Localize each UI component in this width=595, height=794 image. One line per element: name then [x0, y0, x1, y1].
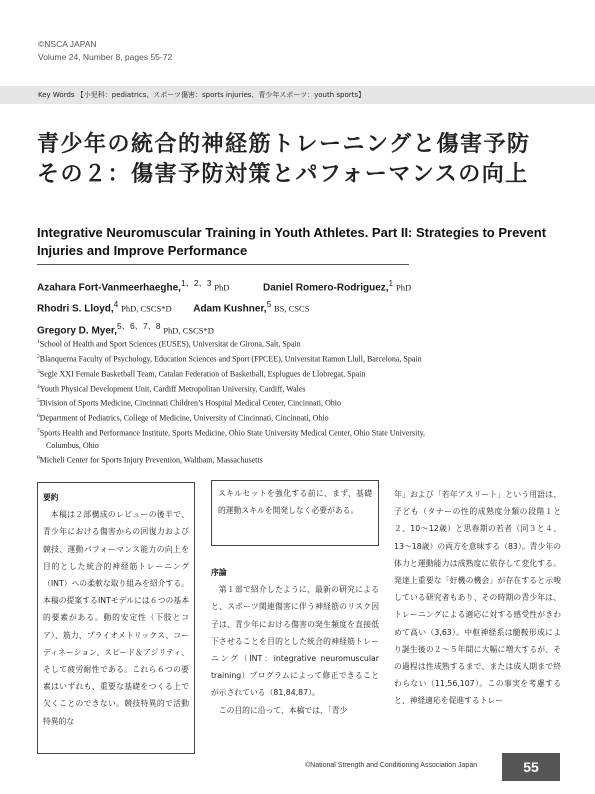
affiliation-item: [37, 425, 562, 440]
affiliation-text: Division of Sports Medicine, Cincinnati Children’s Hospital Medical Center, Cincinnati, Ohio: [39, 399, 341, 409]
author-name: Gregory D. Myer,: [37, 324, 118, 336]
abstract-continuation-box: [211, 480, 379, 546]
author-list: [37, 275, 562, 339]
intro-paragraph-1: 第１部で紹介したように、最新の研究によると、スポーツ関連傷害に伴う神経筋のリスク因子は、青少年における傷害の発生頻度を直接低下させることを目的とした統合的神経筋トレーニング（INT：integrative neuromuscular training）プログラムによって修正できることが示されている（81,84,87）。: [211, 585, 379, 698]
affiliation-item: [37, 336, 562, 351]
author-affil-sup: 5、6、7、8: [117, 320, 161, 331]
affiliation-item: [37, 381, 562, 396]
affiliation-continuation: Columbus, Ohio: [46, 441, 99, 451]
affiliation-list: [37, 336, 562, 467]
affiliation-text: Youth Physical Development Unit, Cardiff Metropolitan University, Cardiff, Wales: [39, 384, 306, 394]
affiliation-number: 8: [37, 455, 40, 462]
affiliation-text: Micheli Center for Sports Injury Prevention, Waltham, Massachusetts: [39, 455, 263, 465]
author-degree: PhD: [395, 282, 412, 293]
affiliation-item: [37, 410, 562, 425]
footer-organization: ©National Strength and Conditioning Association Japan: [305, 762, 478, 769]
masthead: [38, 38, 172, 64]
author-affil-sup: 1: [388, 278, 394, 288]
page-number: 55: [502, 753, 560, 781]
author-row-2: [37, 296, 562, 317]
abstract-continuation-text: スキルセットを強化する前に、まず、基礎的運動スキルを開発しなく必要がある。: [218, 489, 372, 516]
affiliation-item: [37, 452, 562, 467]
volume-line: Volume 24, Number 8, pages 55-72: [38, 52, 173, 62]
title-english: Integrative Neuromuscular Training in Youth Athletes. Part II: Strategies to Prevent Injuries and Improve Performance: [37, 225, 547, 258]
affiliation-number: 4: [37, 383, 40, 390]
affiliation-text: Department of Pediatrics, College of Medicine, University of Cincinnati, Cincinnati, Ohio: [39, 413, 329, 423]
author-name: Daniel Romero-Rodriguez,: [262, 282, 389, 294]
affiliation-item: [37, 351, 562, 366]
body-paragraph: 年」および「若年アスリート」という用語は、子ども（タナーの性的成熟度分類の段階１と２、10〜12歳）と思春期の若者（同３と４、13〜18歳）の両方を意味する（83）。青少年の体力と運動能力は成熟度に依存して変化する。発達上重要な「好機の機会」が存在すると示唆している研究者もあり、その時期の青少年は、トレーニングによる適応に対する感受性がきわめて高い（3,63）。中枢神経系は髄鞍形成により誕生後の２〜５年間に大幅に増大するが、その過程は性成熟するまで、または成人期まで終わらない（11,56,107）。この事実を考慮すると、神経適応を促進するトレー: [394, 490, 561, 706]
author-row-1: [37, 275, 562, 296]
abstract-box: [37, 482, 195, 754]
column-right: [394, 486, 561, 710]
affiliation-number: 5: [37, 398, 40, 405]
affiliation-text: School of Health and Sport Sciences (EUSES), Universitat de Girona, Salt, Spain: [39, 339, 301, 349]
affiliation-number: 2: [37, 353, 40, 360]
affiliation-number: 3: [37, 368, 40, 375]
author-degree: PhD: [214, 282, 230, 293]
author-degree: BS, CSCS: [274, 303, 310, 314]
affiliation-text: Sports Health and Performance Institute, Sports Medicine, Ohio State University Medical Center, Ohio State University,: [39, 428, 426, 438]
author-degree: PhD, CSCS*D: [163, 324, 214, 335]
abstract-body: 本稿は２部構成のレビューの後半で、青少年における傷害からの回復力および競技、運動パフォーマンス能力の向上を目的とした統合的神経筋トレーニング（INT）への柔軟な取り組みを紹介する。本稿の提案するINTモデルには６つの基本的要素がある。動的安定性（下肢とコア）、筋力、プライオメトリックス、コーディネーション、スピード＆アジリティ、そして疲労耐性である。これら６つの要素はいずれも、重要な基礎をつくる上で欠くことのできない。競技特異的で活動特異的な: [43, 510, 189, 726]
title-divider: [37, 264, 409, 265]
author-name: Azahara Fort-Vanmeerhaeghe,: [37, 282, 181, 294]
affiliation-number: 6: [37, 413, 40, 420]
author-affil-sup: 5: [266, 299, 272, 310]
author-degree: PhD, CSCS*D: [121, 303, 172, 314]
affiliation-item: [37, 366, 562, 381]
copyright-line: ©NSCA JAPAN: [38, 39, 97, 49]
author-name: Adam Kushner,: [193, 303, 267, 315]
affiliation-number: 7: [37, 428, 40, 435]
intro-paragraph-2: この目的に沿って、本稿では、「青少: [218, 705, 348, 715]
author-affil-sup: 4: [113, 299, 119, 310]
affiliation-text: Segle XXI Female Basketball Team, Catalan Federation of Basketball, Esplugues de Llobregat, Spain: [39, 369, 366, 379]
column-middle: [211, 480, 379, 719]
author-name: Rhodri S. Lloyd,: [37, 303, 114, 315]
title-japanese: 青少年の統合的神経筋トレーニングと傷害予防 その２：傷害予防対策とパフォーマンスの向上: [37, 132, 555, 187]
keywords-bar: Key Words 【小児科：pediatrics、スポーツ傷害：sports injuries、青少年スポーツ：youth sports】: [0, 86, 595, 104]
affiliation-item: [37, 395, 562, 410]
intro-heading: 序論: [211, 568, 227, 577]
abstract-heading: 要約: [43, 493, 59, 502]
affiliation-text: Blanquerna Faculty of Psychology, Education Sciences and Sport (FPCEE), Universitat Ramon Llull, Barcelona, Spain: [39, 354, 422, 364]
author-affil-sup: 1、2、3: [180, 278, 212, 288]
affiliation-number: 1: [37, 339, 40, 345]
